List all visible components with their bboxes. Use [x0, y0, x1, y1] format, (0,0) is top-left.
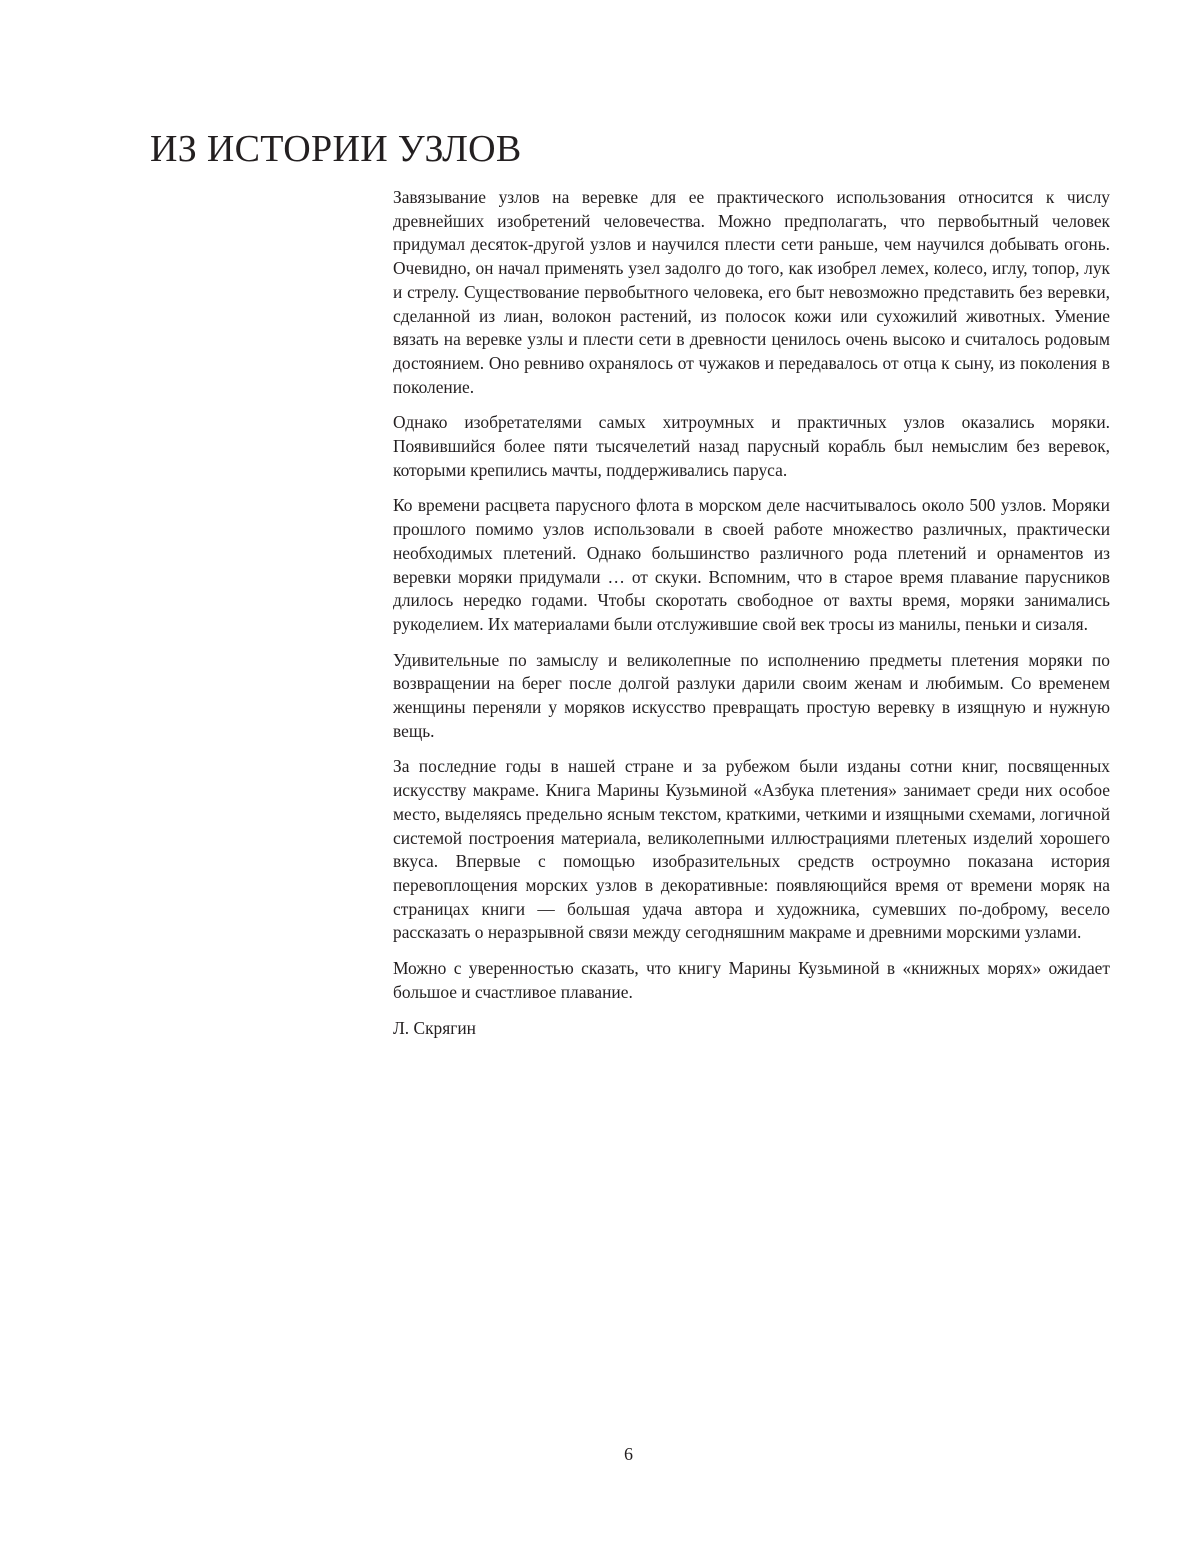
page-title: ИЗ ИСТОРИИ УЗЛОВ	[150, 128, 522, 170]
article-body	[393, 186, 1110, 1052]
paragraph: Можно с уверенностью сказать, что книгу Марины Кузьминой в «книжных морях» ожидает большое и счастливое плавание.	[393, 958, 1110, 1002]
paragraph: Завязывание узлов на веревке для ее практического использования относится к числу древнейших изобретений человечества. Можно предполагать, что первобытный человек придумал десяток-другой узлов и научился плести сети раньше, чем научился добывать огонь. Очевидно, он начал применять узел задолго до того, как изобрел лемех, колесо, иглу, топор, лук и стрелу. Существование первобытного человека, его быт невозможно представить без веревки, сделанной из лиан, волокон растений, из полосок кожи или сухожилий животных. Умение вязать на веревке узлы и плести сети в древности ценилось очень высоко и считалось родовым достоянием. Оно ревниво охранялось от чужаков и передавалось от отца к сыну, из поколения в поколение.	[393, 187, 1110, 397]
author-signature: Л. Скрягин	[393, 1017, 476, 1038]
paragraph: За последние годы в нашей стране и за рубежом были изданы сотни книг, посвященных искусству макраме. Книга Марины Кузьминой «Азбука плетения» занимает среди них особое место, выделяясь предельно ясным текстом, краткими, четкими и изящными схемами, логичной системой построения материала, великолепными иллюстрациями плетеных изделий хорошего вкуса. Впервые с помощью изобразительных средств остроумно показана история перевоплощения морских узлов в декоративные: появляющийся время от времени моряк на страницах книги — большая удача автора и художника, сумевших по-доброму, весело рассказать о неразрывной связи между сегодняшним макраме и древними морскими узлами.	[393, 756, 1110, 943]
paragraph: Однако изобретателями самых хитроумных и практичных узлов оказались моряки. Появившийся более пяти тысячелетий назад парусный корабль был немыслим без веревок, которыми крепились мачты, поддерживались паруса.	[393, 412, 1110, 480]
page-number: 6	[624, 1444, 633, 1464]
paragraph: Удивительные по замыслу и великолепные по исполнению предметы плетения моряки по возвращении на берег после долгой разлуки дарили своим женам и любимым. Со временем женщины переняли у моряков искусство превращать простую веревку в изящную и нужную вещь.	[393, 649, 1110, 741]
paragraph: Ко времени расцвета парусного флота в морском деле насчитывалось около 500 узлов. Моряки прошлого помимо узлов использовали в своей работе множество различных, практически необходимых плетений. Однако большинство различного рода плетений и орнаментов из веревки моряки придумали … от скуки. Вспомним, что в старое время плавание парусников длилось нередко годами. Чтобы скоротать свободное от вахты время, моряки занимались рукоделием. Их материалами были отслужившие свой век тросы из манилы, пеньки и сизаля.	[393, 495, 1110, 634]
